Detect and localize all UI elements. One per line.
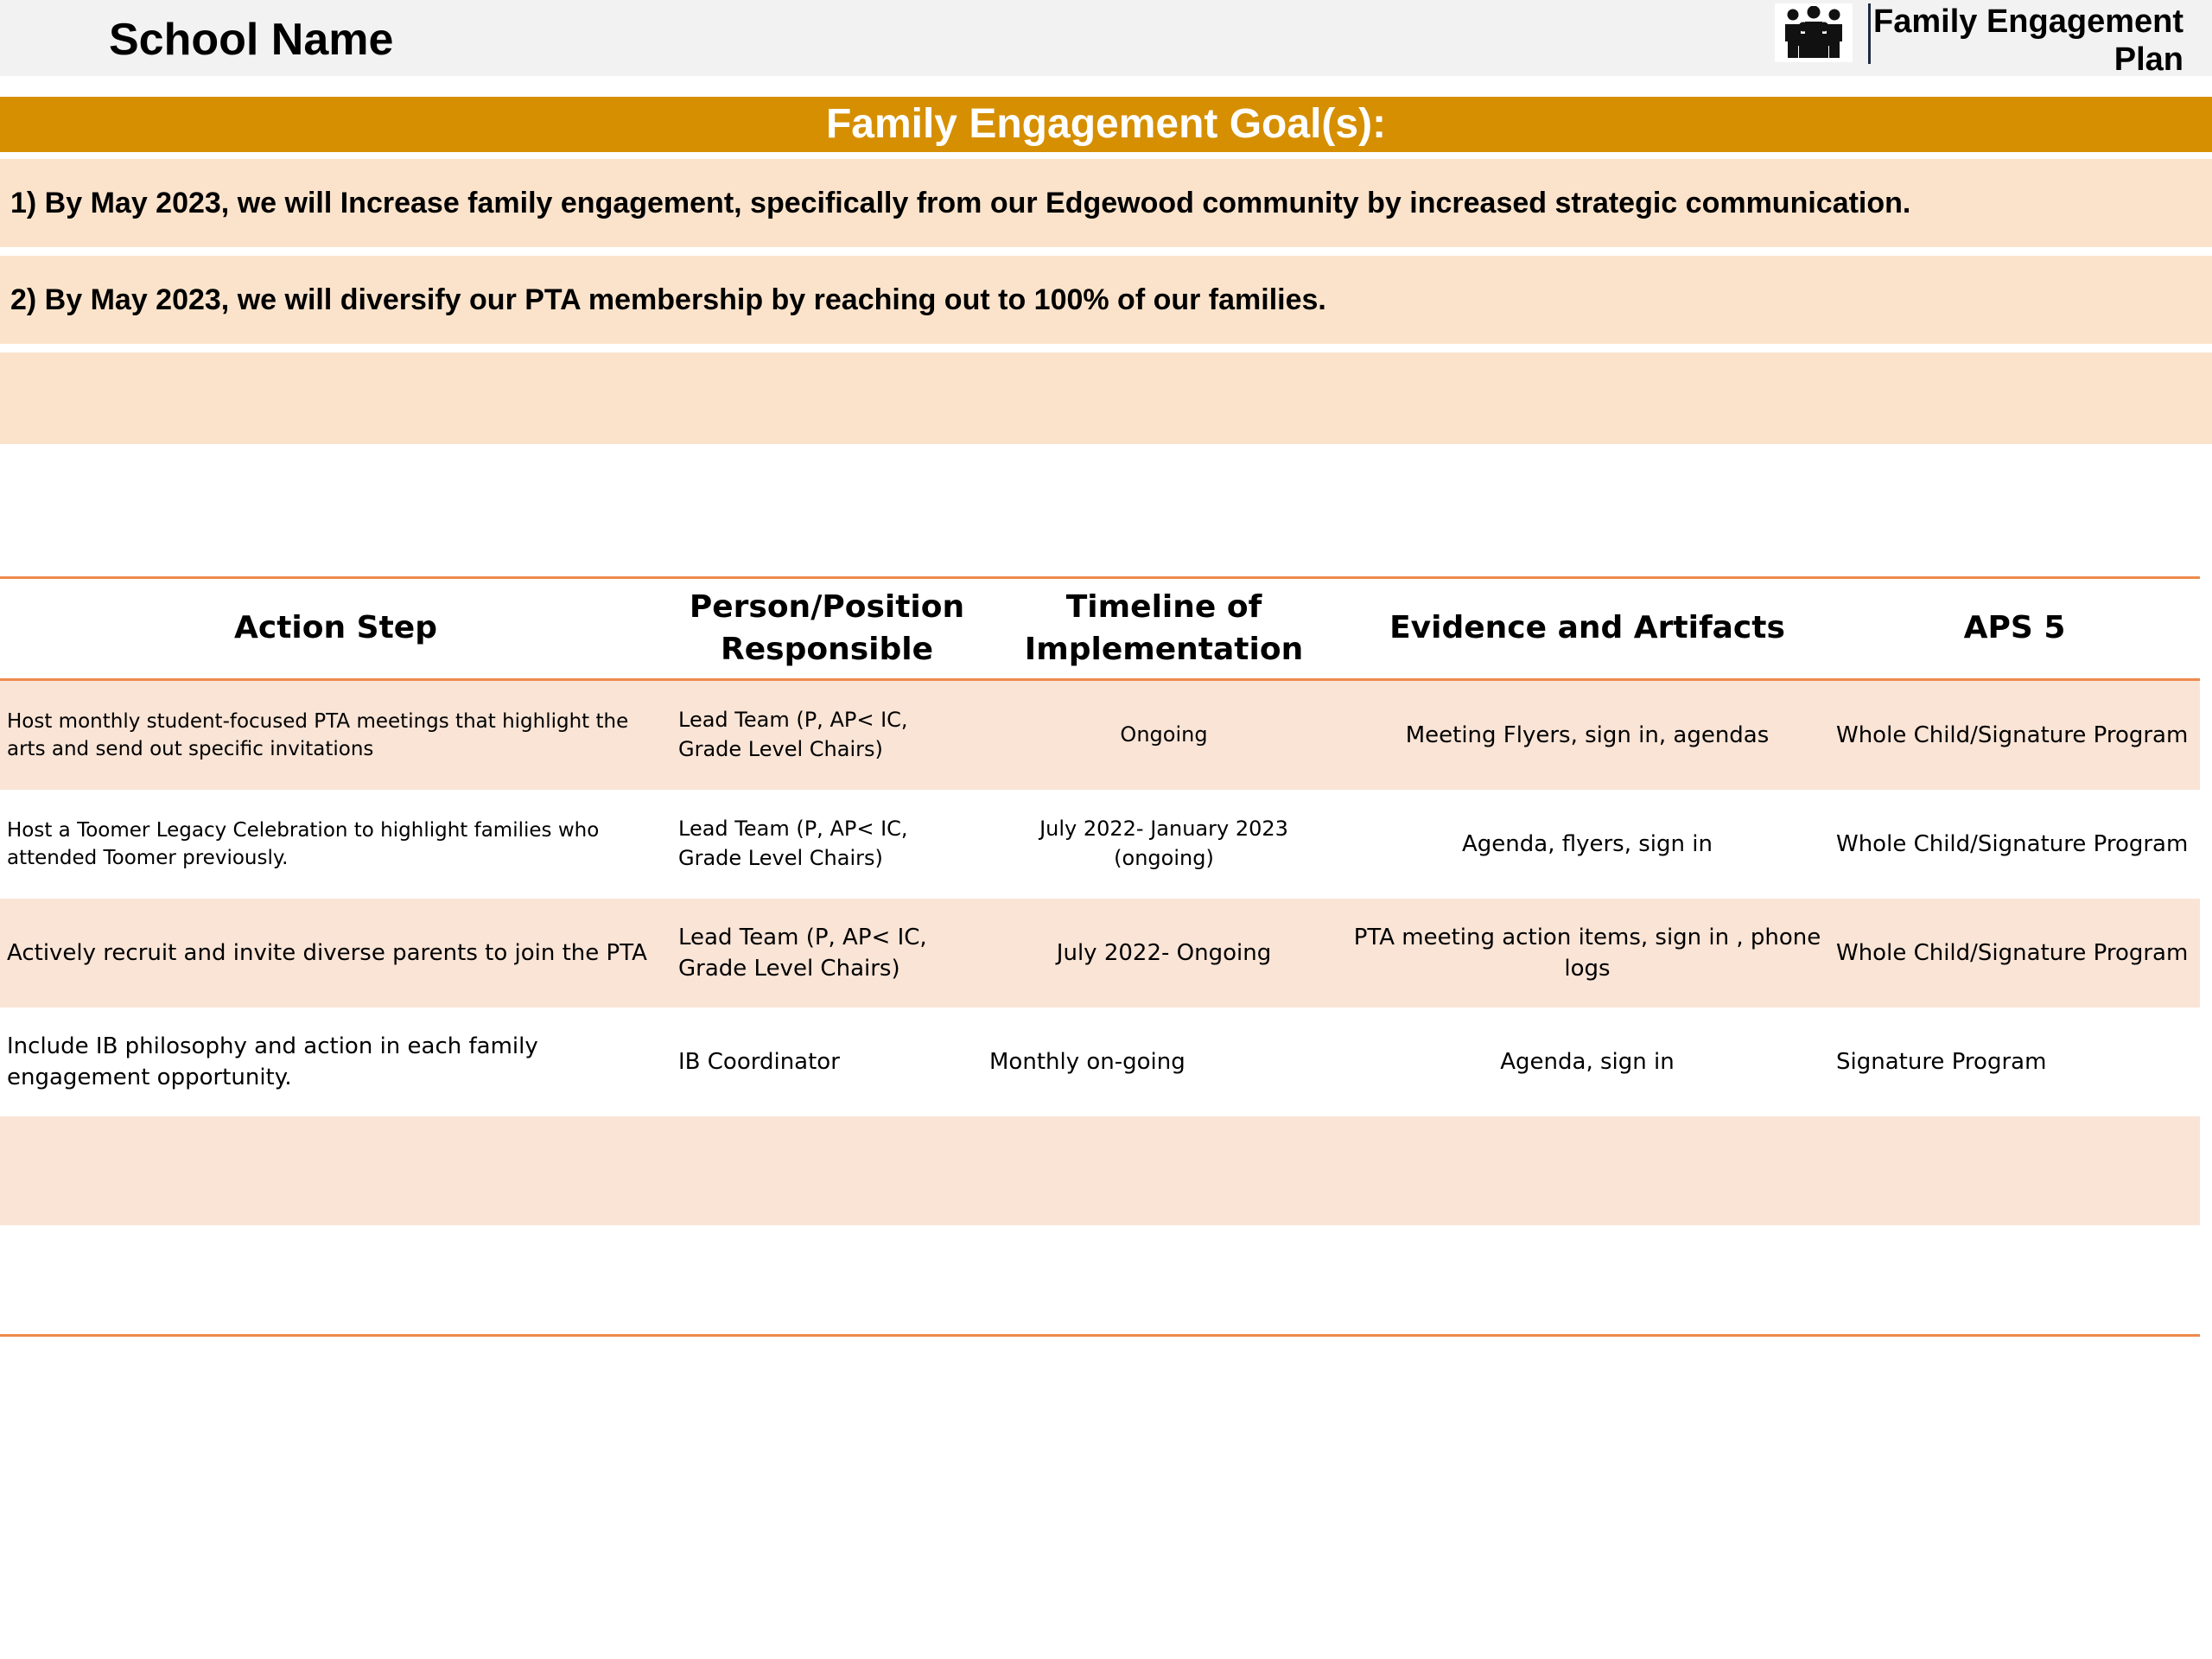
cell-evidence xyxy=(1345,1225,1829,1336)
table-row xyxy=(0,899,2200,1007)
cell-person: IB Coordinator xyxy=(678,1048,840,1075)
cell-timeline: July 2022- January 2023 (ongoing) xyxy=(1039,817,1288,870)
cell-person: Lead Team (P, AP< IC, Grade Level Chairs) xyxy=(671,680,982,791)
cell-timeline: July 2022- Ongoing xyxy=(982,899,1345,1007)
cell-person xyxy=(671,1116,982,1225)
cell-evidence: Agenda, flyers, sign in xyxy=(1462,830,1713,857)
cell-timeline: Ongoing xyxy=(982,680,1345,791)
table-row-empty xyxy=(0,1225,2200,1336)
cell-timeline xyxy=(982,1116,1345,1225)
header-timeline: Timeline of Implementation xyxy=(982,578,1345,680)
cell-action: Host monthly student-focused PTA meetings that highlight the arts and send out specific invitations xyxy=(0,680,671,791)
header-evidence: Evidence and Artifacts xyxy=(1345,578,1829,680)
cell-action xyxy=(0,1225,671,1336)
cell-evidence: Agenda, sign in xyxy=(1500,1048,1675,1075)
cell-aps: Whole Child/Signature Program xyxy=(1836,830,2189,857)
header-action-step: Action Step xyxy=(0,578,671,680)
table-row-empty xyxy=(0,1116,2200,1225)
cell-action xyxy=(0,1116,671,1225)
table-header-row xyxy=(0,578,2200,680)
cell-aps: Whole Child/Signature Program xyxy=(1829,899,2200,1007)
goal-row-empty xyxy=(0,353,2212,444)
plan-title: Family Engagement Plan xyxy=(1873,3,2183,79)
table-row xyxy=(0,1007,2200,1116)
cell-evidence: PTA meeting action items, sign in , phone logs xyxy=(1345,899,1829,1007)
cell-aps xyxy=(1829,1225,2200,1336)
cell-timeline xyxy=(982,1225,1345,1336)
action-steps-table xyxy=(0,576,2200,1337)
cell-action: Actively recruit and invite diverse parents to join the PTA xyxy=(0,899,671,1007)
goal-row: 2) By May 2023, we will diversify our PTA membership by reaching out to 100% of our families. xyxy=(0,256,2212,344)
cell-aps xyxy=(1829,1116,2200,1225)
goal-row: 1) By May 2023, we will Increase family engagement, specifically from our Edgewood community by increased strategic communication. xyxy=(0,159,2212,247)
table-row xyxy=(0,680,2200,791)
cell-person: Lead Team (P, AP< IC, Grade Level Chairs) xyxy=(671,899,982,1007)
cell-timeline: Monthly on-going xyxy=(989,1048,1185,1075)
cell-person: Lead Team (P, AP< IC, Grade Level Chairs) xyxy=(678,817,908,870)
cell-person xyxy=(671,1225,982,1336)
school-name: School Name xyxy=(109,15,394,65)
table-row xyxy=(0,790,2200,899)
cell-action: Include IB philosophy and action in each family engagement opportunity. xyxy=(7,1033,538,1090)
header-aps5: APS 5 xyxy=(1829,578,2200,680)
header-person-responsible: Person/Position Responsible xyxy=(671,578,982,680)
cell-action: Host a Toomer Legacy Celebration to highlight families who attended Toomer previously. xyxy=(7,818,600,869)
cell-evidence xyxy=(1345,1116,1829,1225)
goals-banner: Family Engagement Goal(s): xyxy=(0,97,2212,152)
cell-aps: Whole Child/Signature Program xyxy=(1829,680,2200,791)
header-bar xyxy=(0,0,2212,79)
cell-aps: Signature Program xyxy=(1836,1048,2047,1075)
cell-evidence: Meeting Flyers, sign in, agendas xyxy=(1345,680,1829,791)
